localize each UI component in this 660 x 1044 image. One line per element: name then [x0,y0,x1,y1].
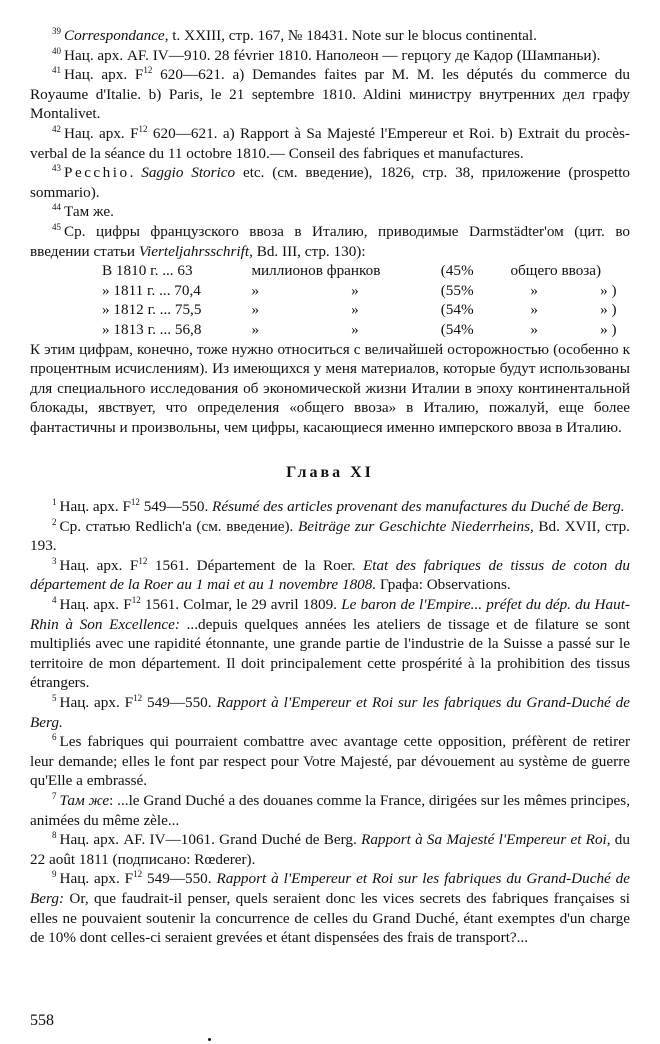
table-cell: » [351,320,359,338]
footnote-text: Rapport à l'Empereur et Roi sur les fabriques du Grand-Duché de Berg. [30,694,631,731]
footnote-text: 1561. Département de la Roer. [147,556,363,574]
footnote-text: Les fabriques qui pourraient combattre avec avantage cette opposition, préfèrent de retirer leur demande; elles le font par respect pour Votre Majesté, par dévouement au système de guerre qu'Elle a embrassé. [30,733,630,790]
footnote-text: , Bd. XVII, стр. 193. [30,517,630,555]
table-cell: » [251,320,260,338]
page-number: 558 [30,1012,54,1029]
footnote-text: etc. (см. введение), 1826, стр. 38, приложение (prospetto sommario). [30,164,631,201]
footnote-text: 12 [138,123,148,134]
table-cell: В 1810 г. ... 63 [102,262,193,280]
footnote [30,869,630,947]
footnote-text: Там же. [64,203,114,221]
footnote [30,732,630,791]
footnote [30,163,630,202]
footnote-text: Vierteljahrsschrift [138,242,250,260]
footnote-text: Нац. арх. AF. IV—1061. Grand Duché de Berg. [59,831,362,849]
footnote-number: 3 [52,555,57,566]
table-cell [620,261,630,281]
table-cell: » [351,301,359,319]
chapter-heading: Глава XI [286,464,374,482]
table-row [102,281,630,301]
footnote-text: Résumé des articles provenant des manufactures du Duché de Berg. [212,498,625,516]
footnote-number: 43 [52,163,61,174]
table-cell: » ) [600,320,617,338]
table-row [102,320,630,340]
footnote-text: 12 [131,594,141,605]
footnote-number: 45 [52,221,61,232]
footnote-text: 12 [133,869,143,880]
footnote-text: Rapport à Sa Majesté l'Empereur et Roi, [361,831,611,849]
table-cell: общего ввоза) [510,262,602,280]
footnote-number: 41 [52,65,61,76]
footnote-text: Beiträge zur Geschichte Niederrheins [297,517,531,535]
footnote [30,202,630,222]
table-cell: » [251,301,260,319]
footnote-text: . [129,164,142,182]
footnote-text: 549—550. [139,498,213,516]
footnote-text: Correspondance [64,27,165,44]
footnote-text: Нац. арх. F [59,498,131,516]
footnote-text: Нац. арх. F [64,66,144,84]
footnote-text: Pecchio [64,164,130,182]
footnote-text: 12 [138,555,148,566]
footnote-number: 9 [52,869,57,880]
footnote-text: Or, que faudrait-il penser, quels seraient donc les vices secrets des fabriques françaises si elles ne pouvaient soutenir la concurrence de celles du Grand Duché, étant exemptes d'un charge de 10% dont celles-ci seraient grevées et étant dispensées des frais de transport?... [30,889,630,947]
footnote-text: , Bd. III, стр. 130): [249,242,366,260]
table-cell: » 1812 г. ... 75,5 [102,301,202,319]
footnote-number: 42 [52,123,61,134]
footnote [30,556,630,595]
footnote-number: 8 [52,830,57,841]
footnote-text: Нац. арх. F [59,556,139,574]
table-cell: » [530,301,538,319]
footnote [30,497,630,517]
footnote-number: 6 [52,732,57,743]
footnote-text: Ср. цифры французского ввоза в Италию, приводимые Darmstädter'ом (цит. во введении статьи [30,222,630,260]
footnote-number: 39 [52,25,61,36]
footnote-text: 549—550. [142,694,217,711]
footnote-text: 12 [133,692,143,703]
table-cell: » [530,320,538,338]
footnote [30,595,630,693]
footnotes-chapter [30,497,630,948]
table-cell: » [351,281,359,299]
footnote-text: Нац. арх. F [59,870,134,888]
footnote [30,46,630,66]
footnote-text: 549—550. [142,870,217,888]
table-cell: (55% [440,281,474,299]
footnote [30,693,630,732]
table-cell: » [251,281,260,299]
footnote-text: 12 [130,497,140,507]
footnote-text: Saggio Storico [141,164,236,182]
footnote-number: 7 [52,790,57,801]
table-cell: (54% [440,320,474,338]
table-cell: » ) [600,301,617,319]
page-body [30,26,630,948]
footnote-text: Там же [59,791,110,809]
footnote-text: Нац. арх. F [64,124,139,142]
table-cell: » 1811 г. ... 70,4 [102,281,201,299]
table-cell: » ) [600,281,617,299]
footnote-number: 44 [52,202,61,213]
footnote-text: Нац. арх. AF. IV—910. 28 février 1810. Наполеон — герцогу де Кадор (Шампаньи). [64,46,601,64]
footnote [30,124,630,163]
footnote-text: Ср. статью Redlich'а (см. введение). [59,517,298,535]
footnote [30,791,630,830]
table-cell: (54% [440,301,474,319]
table-cell: » 1813 г. ... 56,8 [102,320,202,338]
footnote-text: Rapport à l'Empereur et Roi sur les fabriques du Grand-Duché de Berg: [30,870,631,907]
footnote-text: du 22 août 1811 (подписано: Rœderer). [30,831,630,868]
footnote-number: 4 [52,594,57,605]
table-cell: (45% [440,262,474,280]
footnote-text: Нац. арх. F [59,694,134,711]
footnote [30,26,630,46]
table-cell: » [530,281,538,299]
footnote-text: : ...le Grand Duché a des douanes comme la France, dirigées sur les mêmes principes, animées du même zèle... [30,791,631,829]
footnote-number: 5 [52,692,57,703]
print-speck [208,1038,211,1041]
footnote [30,517,630,556]
footnote-text: 12 [143,65,153,76]
footnote [30,65,630,124]
footnote-text: 620—621. a) Demandes faites par M. M. les députés du commerce du Royaume d'Italie. b) Paris, le 21 septembre 1810. Aldini министру внутренних дел графу Montalivet. [30,66,630,123]
footnote-text: Etat des fabriques de tissus de coton du département de la Roer au 1 mai et au 1 novembre 1808. [30,556,630,594]
table-row [102,300,630,320]
footnote-number: 40 [52,45,61,56]
table-row [102,261,630,281]
footnote-text: , t. XXIII, стр. 167, № 18431. Note sur le blocus continental. [164,27,537,44]
note-45-continuation: К этим цифрам, конечно, тоже нужно относиться с величайшей осторожностью (особенно к процентным исчислениям). Из имеющихся у меня материалов, которые будут использованы для специального исследования об экономической жизни Италии в эпоху континентальной блокады, явствует, что определения «общего ввоза» в Италию, пожалуй, еще более фантастичны и произвольны, чем цифры, касающиеся именно имперского ввоза в Италию. [30,340,630,436]
footnote-text: Le baron de l'Empire... préfet du dép. du Haut-Rhin à Son Excellence: [30,596,630,633]
footnote [30,222,630,261]
footnote-number: 2 [52,516,57,527]
footnote [30,830,630,869]
footnote-text: 620—621. a) Rapport à Sa Majesté l'Empereur et Roi. b) Extrait du procès-verbal de la séance du 11 octobre 1810.— Conseil des fabriques et manufactures. [30,124,630,162]
footnote-text: Графа: Observations. [376,576,511,594]
footnote-text: 1561. Colmar, le 29 avril 1809. [140,596,342,614]
footnote-text: ...depuis quelques années les ateliers de tissage et de filature se sont multipliés avec une rapidité étonnante, une grande partie de l'industrie de la Suisse a passé sur le territoire de mon département. Il doit principalement cette prospérité à la prohibition des tissus étrangers. [30,615,631,692]
footnotes-top [30,26,630,261]
import-figures-table [102,261,630,339]
footnote-number: 1 [52,497,57,507]
table-cell: миллионов франков [251,262,381,280]
footnote-text: Нац. арх. F [59,596,132,614]
